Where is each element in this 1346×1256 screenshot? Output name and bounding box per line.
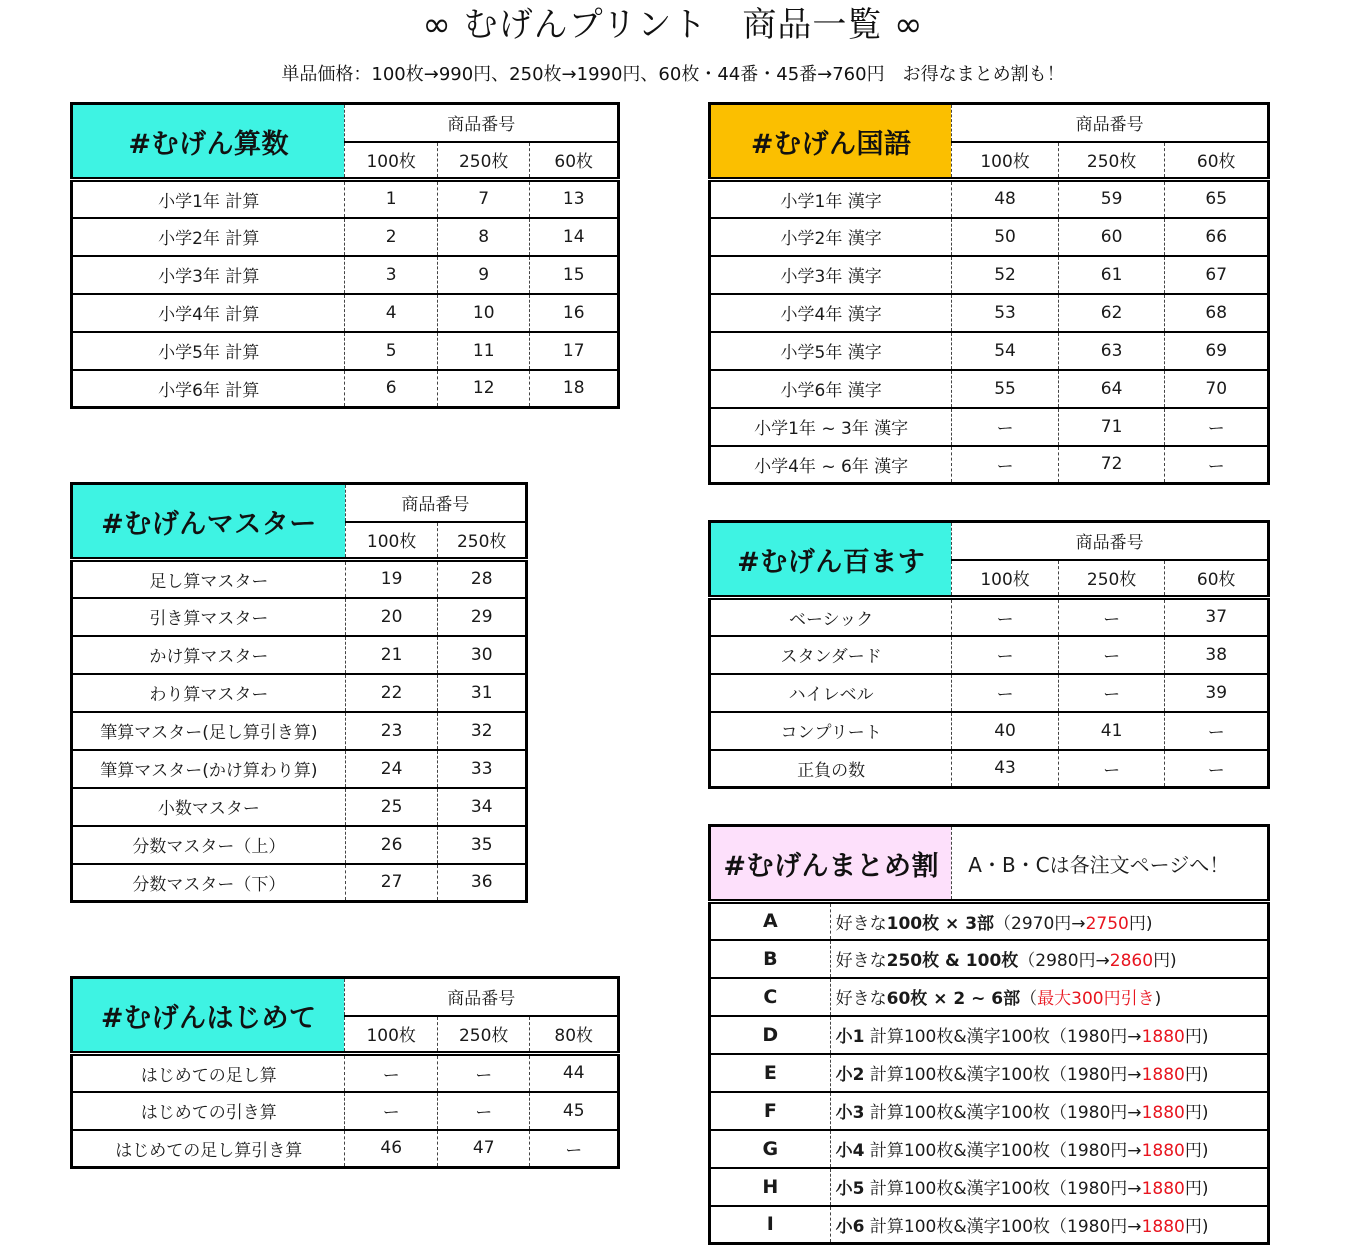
column-header: 100枚 bbox=[952, 142, 1059, 180]
matome-table bbox=[708, 824, 1270, 1245]
bundle-description: 小2 計算100枚&漢字100枚（1980円→1880円) bbox=[830, 1054, 1268, 1092]
table-row bbox=[72, 1130, 619, 1168]
bundle-code: B bbox=[710, 940, 831, 978]
table-row bbox=[710, 750, 1269, 788]
product-name: 小学6年 漢字 bbox=[710, 370, 952, 408]
product-number: 69 bbox=[1165, 332, 1269, 370]
product-number: 35 bbox=[438, 826, 527, 864]
hajimete-table bbox=[70, 976, 620, 1169]
product-number: 2 bbox=[345, 218, 438, 256]
table-row bbox=[72, 636, 527, 674]
table-row bbox=[72, 788, 527, 826]
product-number: 60 bbox=[1058, 218, 1165, 256]
column-header: 250枚 bbox=[437, 1016, 530, 1054]
table-row bbox=[710, 446, 1269, 484]
product-name: 小学2年 計算 bbox=[72, 218, 345, 256]
page-title: ∞ むげんプリント 商品一覧 ∞ bbox=[422, 5, 924, 45]
product-number: 65 bbox=[1165, 180, 1269, 218]
product-name: 筆算マスター(かけ算わり算) bbox=[72, 750, 346, 788]
price-summary: 単品価格：100枚→990円、250枚→1990円、60枚・44番・45番→760円 お得なまとめ割も！ bbox=[281, 64, 1065, 85]
product-number: 7 bbox=[437, 180, 530, 218]
product-name: 小学5年 漢字 bbox=[710, 332, 952, 370]
product-number: 36 bbox=[438, 864, 527, 902]
product-name: 筆算マスター(足し算引き算) bbox=[72, 712, 346, 750]
product-name: 分数マスター（上） bbox=[72, 826, 346, 864]
bundle-description: 小3 計算100枚&漢字100枚（1980円→1880円) bbox=[830, 1092, 1268, 1130]
product-number: 31 bbox=[438, 674, 527, 712]
product-number: 39 bbox=[1165, 674, 1269, 712]
table-row bbox=[710, 218, 1269, 256]
bundle-description: 小1 計算100枚&漢字100枚（1980円→1880円) bbox=[830, 1016, 1268, 1054]
bundle-row bbox=[710, 940, 1269, 978]
product-name: 小学4年 計算 bbox=[72, 294, 345, 332]
product-number: ー bbox=[1165, 750, 1269, 788]
product-number: 23 bbox=[345, 712, 438, 750]
product-number: 17 bbox=[530, 332, 619, 370]
table-row bbox=[72, 560, 527, 598]
product-number: 54 bbox=[952, 332, 1059, 370]
product-name: わり算マスター bbox=[72, 674, 346, 712]
bundle-row bbox=[710, 1206, 1269, 1244]
table-row bbox=[72, 750, 527, 788]
bundle-row bbox=[710, 978, 1269, 1016]
product-number: 53 bbox=[952, 294, 1059, 332]
product-number: 48 bbox=[952, 180, 1059, 218]
product-number: 40 bbox=[952, 712, 1059, 750]
product-number: ー bbox=[1165, 446, 1269, 484]
product-number: ー bbox=[437, 1054, 530, 1092]
table-title: #むげん国語 bbox=[710, 104, 952, 180]
product-name: 小学2年 漢字 bbox=[710, 218, 952, 256]
product-number: ー bbox=[952, 636, 1059, 674]
column-header: 250枚 bbox=[1058, 560, 1165, 598]
product-number: ー bbox=[952, 674, 1059, 712]
product-name: 小学1年 漢字 bbox=[710, 180, 952, 218]
column-header: 250枚 bbox=[437, 142, 530, 180]
product-name: スタンダード bbox=[710, 636, 952, 674]
product-name: かけ算マスター bbox=[72, 636, 346, 674]
bundle-code: E bbox=[710, 1054, 831, 1092]
bundle-code: F bbox=[710, 1092, 831, 1130]
product-number: 70 bbox=[1165, 370, 1269, 408]
table-row bbox=[72, 332, 619, 370]
product-number: 32 bbox=[438, 712, 527, 750]
order-note: A・B・Cは各注文ページへ！ bbox=[952, 826, 1269, 902]
product-number: 19 bbox=[345, 560, 438, 598]
product-name: 小数マスター bbox=[72, 788, 346, 826]
product-number: 66 bbox=[1165, 218, 1269, 256]
column-group-label: 商品番号 bbox=[952, 104, 1269, 142]
product-name: 足し算マスター bbox=[72, 560, 346, 598]
product-name: コンプリート bbox=[710, 712, 952, 750]
table-row bbox=[710, 294, 1269, 332]
product-number: 61 bbox=[1058, 256, 1165, 294]
product-number: ー bbox=[1058, 674, 1165, 712]
table-row bbox=[72, 294, 619, 332]
bundle-description: 好きな250枚 & 100枚（2980円→2860円) bbox=[830, 940, 1268, 978]
product-number: 29 bbox=[438, 598, 527, 636]
column-header: 60枚 bbox=[1165, 560, 1269, 598]
table-row bbox=[72, 598, 527, 636]
product-number: 47 bbox=[437, 1130, 530, 1168]
table-row bbox=[710, 408, 1269, 446]
product-number: 6 bbox=[345, 370, 438, 408]
bundle-code: H bbox=[710, 1168, 831, 1206]
product-number: 59 bbox=[1058, 180, 1165, 218]
product-number: 62 bbox=[1058, 294, 1165, 332]
product-number: ー bbox=[952, 446, 1059, 484]
bundle-row bbox=[710, 1054, 1269, 1092]
column-header: 80枚 bbox=[530, 1016, 619, 1054]
product-number: 27 bbox=[345, 864, 438, 902]
product-name: 小学4年 漢字 bbox=[710, 294, 952, 332]
product-name: 小学4年 ~ 6年 漢字 bbox=[710, 446, 952, 484]
product-name: ハイレベル bbox=[710, 674, 952, 712]
product-number: 16 bbox=[530, 294, 619, 332]
product-number: 55 bbox=[952, 370, 1059, 408]
product-name: 小学5年 計算 bbox=[72, 332, 345, 370]
table-row bbox=[72, 370, 619, 408]
bundle-description: 小5 計算100枚&漢字100枚（1980円→1880円) bbox=[830, 1168, 1268, 1206]
product-number: 12 bbox=[437, 370, 530, 408]
master-table bbox=[70, 482, 528, 903]
column-header: 100枚 bbox=[345, 142, 438, 180]
product-number: 26 bbox=[345, 826, 438, 864]
table-row bbox=[710, 712, 1269, 750]
table-title: #むげんはじめて bbox=[72, 978, 345, 1054]
product-number: 3 bbox=[345, 256, 438, 294]
table-row bbox=[72, 180, 619, 218]
bundle-description: 好きな60枚 × 2 ~ 6部（最大300円引き) bbox=[830, 978, 1268, 1016]
hyakumasu-table bbox=[708, 520, 1270, 789]
table-row bbox=[72, 674, 527, 712]
column-header: 100枚 bbox=[345, 1016, 438, 1054]
product-name: ベーシック bbox=[710, 598, 952, 636]
table-title: #むげん算数 bbox=[72, 104, 345, 180]
product-number: 34 bbox=[438, 788, 527, 826]
table-row bbox=[72, 256, 619, 294]
product-number: 1 bbox=[345, 180, 438, 218]
product-number: 43 bbox=[952, 750, 1059, 788]
product-name: 小学1年 計算 bbox=[72, 180, 345, 218]
table-title: #むげん百ます bbox=[710, 522, 952, 598]
product-number: 14 bbox=[530, 218, 619, 256]
table-row bbox=[72, 826, 527, 864]
product-number: 52 bbox=[952, 256, 1059, 294]
product-number: 38 bbox=[1165, 636, 1269, 674]
table-row bbox=[710, 636, 1269, 674]
product-name: 小学6年 計算 bbox=[72, 370, 345, 408]
bundle-code: A bbox=[710, 902, 831, 940]
column-group-label: 商品番号 bbox=[345, 978, 619, 1016]
product-number: 50 bbox=[952, 218, 1059, 256]
product-number: 28 bbox=[438, 560, 527, 598]
kokugo-table bbox=[708, 102, 1270, 485]
product-number: 10 bbox=[437, 294, 530, 332]
product-name: 正負の数 bbox=[710, 750, 952, 788]
product-number: 20 bbox=[345, 598, 438, 636]
product-number: 67 bbox=[1165, 256, 1269, 294]
product-number: 44 bbox=[530, 1054, 619, 1092]
product-number: ー bbox=[1165, 408, 1269, 446]
product-number: ー bbox=[345, 1054, 438, 1092]
product-number: ー bbox=[1058, 598, 1165, 636]
product-number: 33 bbox=[438, 750, 527, 788]
product-number: ー bbox=[952, 598, 1059, 636]
product-number: 5 bbox=[345, 332, 438, 370]
product-number: 4 bbox=[345, 294, 438, 332]
table-row bbox=[710, 598, 1269, 636]
bundle-code: D bbox=[710, 1016, 831, 1054]
column-header: 100枚 bbox=[952, 560, 1059, 598]
sansu-table bbox=[70, 102, 620, 409]
product-number: 11 bbox=[437, 332, 530, 370]
product-number: 30 bbox=[438, 636, 527, 674]
product-number: 46 bbox=[345, 1130, 438, 1168]
product-number: ー bbox=[1058, 636, 1165, 674]
product-name: 小学3年 漢字 bbox=[710, 256, 952, 294]
table-row bbox=[72, 218, 619, 256]
column-group-label: 商品番号 bbox=[952, 522, 1269, 560]
table-title: #むげんまとめ割 bbox=[710, 826, 952, 902]
product-name: 小学1年 ~ 3年 漢字 bbox=[710, 408, 952, 446]
bundle-row bbox=[710, 1168, 1269, 1206]
bundle-code: I bbox=[710, 1206, 831, 1244]
column-group-label: 商品番号 bbox=[345, 484, 526, 522]
bundle-row bbox=[710, 1130, 1269, 1168]
product-number: 24 bbox=[345, 750, 438, 788]
column-header: 60枚 bbox=[1165, 142, 1269, 180]
column-header: 250枚 bbox=[438, 522, 527, 560]
product-number: 9 bbox=[437, 256, 530, 294]
product-number: 25 bbox=[345, 788, 438, 826]
column-group-label: 商品番号 bbox=[345, 104, 619, 142]
product-number: 71 bbox=[1058, 408, 1165, 446]
product-number: 72 bbox=[1058, 446, 1165, 484]
bundle-row bbox=[710, 1016, 1269, 1054]
product-number: 8 bbox=[437, 218, 530, 256]
product-number: 13 bbox=[530, 180, 619, 218]
product-name: 引き算マスター bbox=[72, 598, 346, 636]
bundle-row bbox=[710, 1092, 1269, 1130]
product-number: ー bbox=[530, 1130, 619, 1168]
product-number: 22 bbox=[345, 674, 438, 712]
product-name: はじめての足し算引き算 bbox=[72, 1130, 345, 1168]
product-name: はじめての引き算 bbox=[72, 1092, 345, 1130]
column-header: 60枚 bbox=[530, 142, 619, 180]
product-number: ー bbox=[1058, 750, 1165, 788]
bundle-description: 好きな100枚 × 3部（2970円→2750円) bbox=[830, 902, 1268, 940]
table-row bbox=[710, 674, 1269, 712]
product-number: ー bbox=[1165, 712, 1269, 750]
product-name: 小学3年 計算 bbox=[72, 256, 345, 294]
product-number: 21 bbox=[345, 636, 438, 674]
product-number: 41 bbox=[1058, 712, 1165, 750]
product-number: ー bbox=[437, 1092, 530, 1130]
product-number: 68 bbox=[1165, 294, 1269, 332]
bundle-description: 小6 計算100枚&漢字100枚（1980円→1880円) bbox=[830, 1206, 1268, 1244]
column-header: 100枚 bbox=[345, 522, 438, 560]
product-number: 63 bbox=[1058, 332, 1165, 370]
table-row bbox=[710, 370, 1269, 408]
bundle-description: 小4 計算100枚&漢字100枚（1980円→1880円) bbox=[830, 1130, 1268, 1168]
product-number: 45 bbox=[530, 1092, 619, 1130]
table-row bbox=[72, 1092, 619, 1130]
bundle-row bbox=[710, 902, 1269, 940]
product-number: ー bbox=[952, 408, 1059, 446]
product-name: 分数マスター（下） bbox=[72, 864, 346, 902]
product-number: 15 bbox=[530, 256, 619, 294]
product-name: はじめての足し算 bbox=[72, 1054, 345, 1092]
column-header: 250枚 bbox=[1058, 142, 1165, 180]
table-row bbox=[72, 712, 527, 750]
product-number: ー bbox=[345, 1092, 438, 1130]
table-row bbox=[72, 1054, 619, 1092]
product-number: 37 bbox=[1165, 598, 1269, 636]
table-row bbox=[710, 332, 1269, 370]
table-row bbox=[72, 864, 527, 902]
table-row bbox=[710, 180, 1269, 218]
bundle-code: C bbox=[710, 978, 831, 1016]
table-title: #むげんマスター bbox=[72, 484, 346, 560]
table-row bbox=[710, 256, 1269, 294]
product-number: 64 bbox=[1058, 370, 1165, 408]
product-number: 18 bbox=[530, 370, 619, 408]
bundle-code: G bbox=[710, 1130, 831, 1168]
